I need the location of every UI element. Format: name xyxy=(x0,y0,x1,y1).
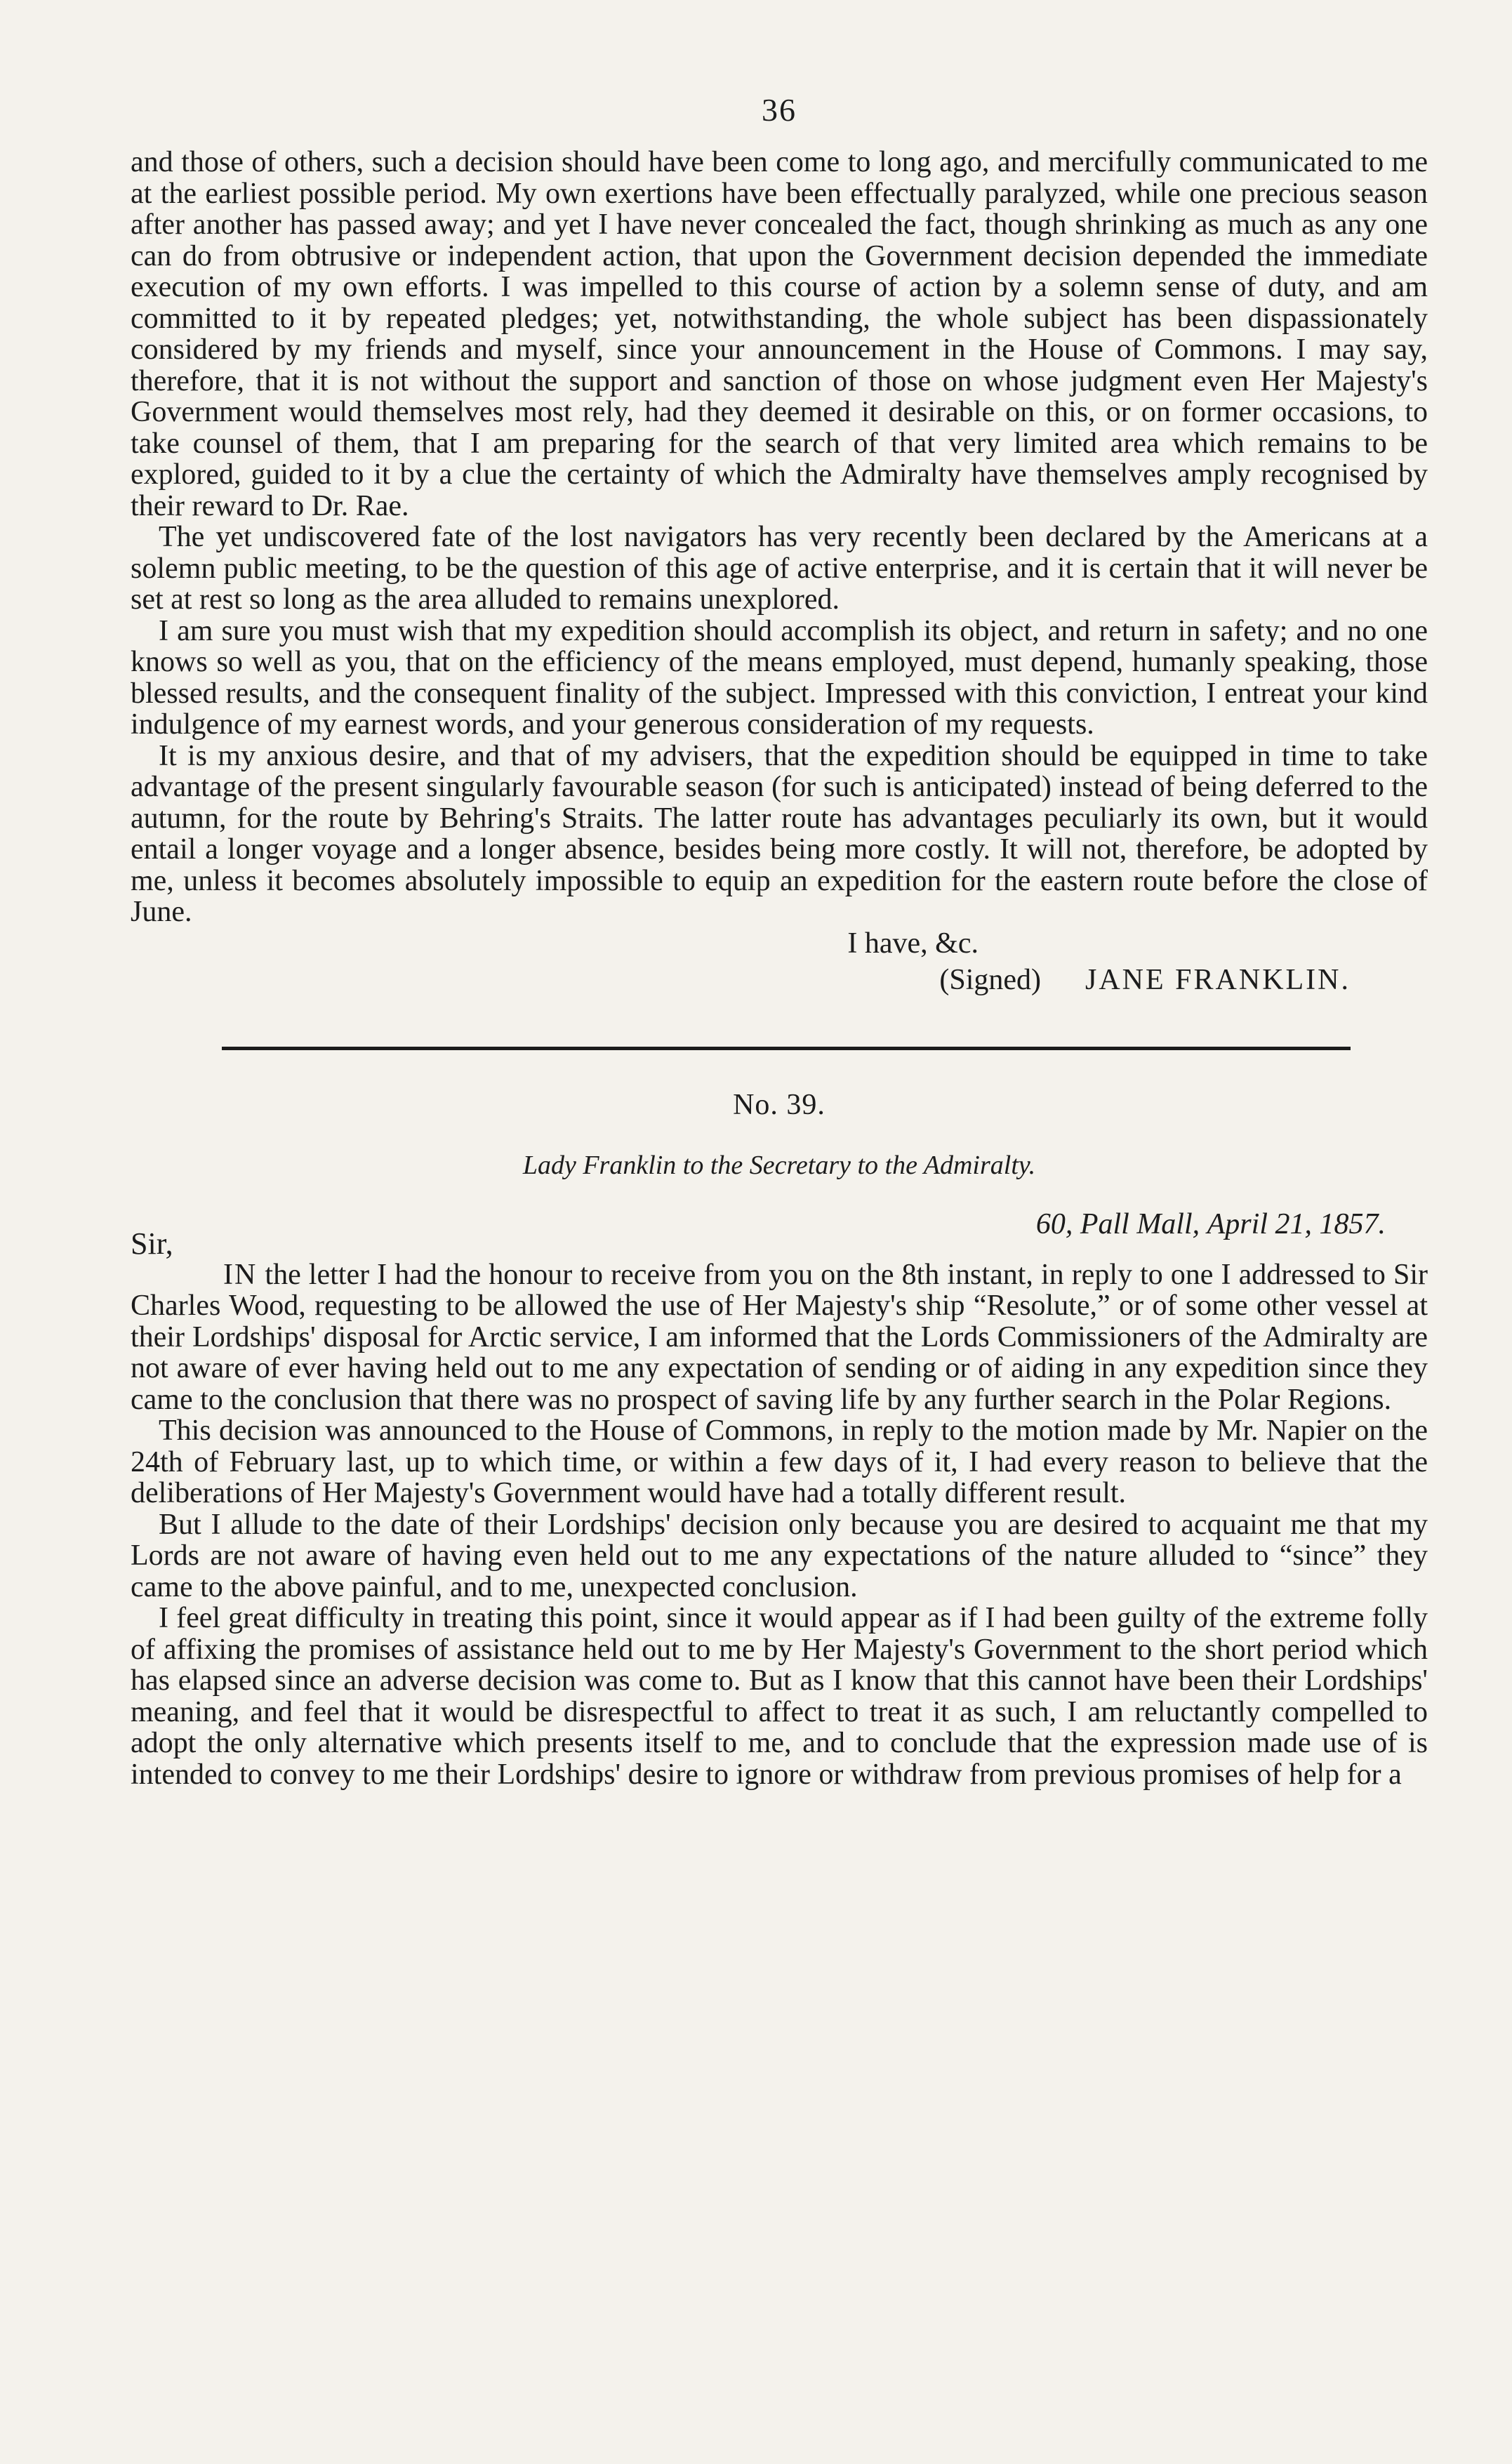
signature-name: JANE FRANKLIN. xyxy=(1085,964,1351,996)
section-divider xyxy=(222,1047,1351,1050)
lead-word: IN xyxy=(223,1258,258,1291)
address: 60, Pall Mall, xyxy=(1035,1207,1200,1240)
letter-paragraph-1: and those of others, such a decision should have been come to long ago, and mercifully communicated to me at the earliest possible period. My own exertions have been effectually paralyzed, while one precious season after another has passed away; and yet I have never concealed the fact, though shrinking as much as any one can do from obtrusive or independent action, that upon the Government decision depended the immediate execution of my own efforts. I was impelled to this course of action by a solemn sense of duty, and am committed to it by repeated pledges; yet, notwithstanding, the whole subject has been dispassionately considered by my friends and myself, since your announcement in the House of Commons. I may say, therefore, that it is not without the support and sanction of those on whose judgment even Her Majesty's Government would themselves most rely, had they deemed it desirable on this, or on former occasions, to take counsel of them, that I am preparing for the search of that very limited area which remains to be explored, guided to it by a clue the certainty of which the Admiralty have themselves amply recognised by their reward to Dr. Rae. xyxy=(131,146,1428,522)
continued-letter xyxy=(131,147,1428,996)
next-letter xyxy=(131,1088,1428,1791)
next-letter-paragraph-3: But I allude to the date of their Lordships' decision only because you are desired to acquaint me that my Lords are not aware of having even held out to me any expectations of the nature alluded to “since” they came to the above painful, and to me, unexpected conclusion. xyxy=(131,1508,1428,1603)
page-number: 36 xyxy=(762,92,797,128)
document-number: No. 39. xyxy=(733,1088,825,1121)
date: April 21, 1857. xyxy=(1207,1207,1386,1240)
next-letter-paragraph-4: I feel great difficulty in treating this point, since it would appear as if I had been guilty of the extreme folly of affixing the promises of assistance held out to me by Her Majesty's Government to the short period which has elapsed since an adverse decision was come to. But as I know that this cannot have been their Lordships' meaning, and feel that it would be disrespectful to affect to treat it as such, I am reluctantly compelled to adopt the only alternative which presents itself to me, and to conclude that the expression made use of is intended to convey to me their Lordships' desire to ignore or withdraw from previous promises of help for a xyxy=(131,1602,1428,1791)
letter-closing: I have, &c. xyxy=(847,927,979,960)
letter-paragraph-4: It is my anxious desire, and that of my advisers, that the expedition should be equipped in time to take advantage of the present singularly favourable season (for such is anticipated) instead of being deferred to the autumn, for the route by Behring's Straits. The latter route has advantages peculiarly its own, but it would entail a longer voyage and a longer absence, besides being more costly. It will not, therefore, be adopted by me, unless it becomes absolutely impossible to equip an expedition for the eastern route before the close of June. xyxy=(131,739,1428,928)
next-letter-paragraph-2: This decision was announced to the House of Commons, in reply to the motion made by Mr. Napier on the 24th of February last, up to which time, or within a few days of it, I had every reason to believe that the deliberations of Her Majesty's Government would have had a totally different result. xyxy=(131,1415,1428,1509)
signature-line xyxy=(131,965,1428,996)
salutation: Sir, xyxy=(131,1226,173,1261)
letter-paragraph-2: The yet undiscovered fate of the lost navigators has very recently been declared by the Americans at a solemn public meeting, to be the question of this age of active enterprise, and it is certain that it will never be set at rest so long as the area alluded to remains unexplored. xyxy=(131,521,1428,616)
signed-label: (Signed) xyxy=(939,964,1041,996)
next-letter-paragraph-1 xyxy=(131,1259,1428,1416)
letter-paragraph-3: I am sure you must wish that my expedition should accomplish its object, and return in safety; and no one knows so well as you, that on the efficiency of the means employed, must depend, humanly speaking, those blessed results, and the consequent finality of the subject. Impressed with this conviction, I entreat your kind indulgence of my earnest words, and your generous consideration of my requests. xyxy=(131,614,1428,741)
document-heading: Lady Franklin to the Secretary to the Admiralty. xyxy=(522,1150,1036,1180)
next-letter-paragraph-1-text: the letter I had the honour to receive from you on the 8th instant, in reply to one I addressed to Sir Charles Wood, requesting to be allowed the use of Her Majesty's ship “Resolute,” or of some other vessel at their Lordships' disposal for Arctic service, I am informed that the Lords Commissioners of the Admiralty are not aware of ever having held out to me any expectation of sending or of aiding in any expedition since they came to the conclusion that there was no prospect of saving life by any further search in the Polar Regions. xyxy=(131,1258,1428,1416)
